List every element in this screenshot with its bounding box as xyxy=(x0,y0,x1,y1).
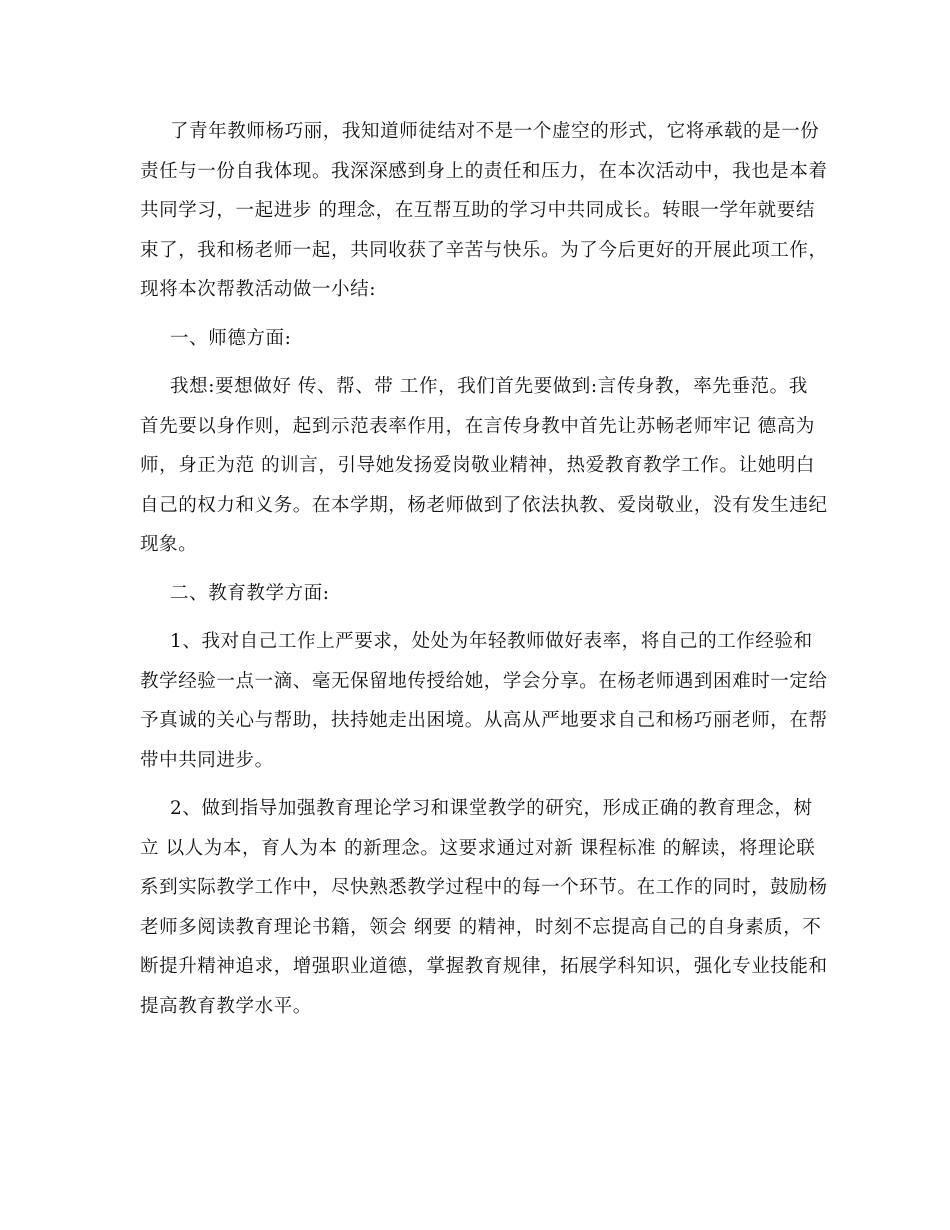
text-line: 束了，我和杨老师一起，共同收获了辛苦与快乐。为了今后更好的开展此项工作， xyxy=(140,239,828,261)
text-line: 自己的权力和义务。在本学期，杨老师做到了依法执教、爱岗敬业，没有发生违纪 xyxy=(140,494,828,516)
text-line: 教学经验一点一滴、毫无保留地传授给她，学会分享。在杨老师遇到困难时一定给 xyxy=(140,670,828,692)
text-line: 予真诚的关心与帮助，扶持她走出困境。从高从严地要求自己和杨巧丽老师，在帮 xyxy=(140,710,828,731)
section-heading-teaching xyxy=(140,574,812,614)
text-line: 共同学习，一起进步 的理念，在互帮互助的学习中共同成长。转眼一学年就要结 xyxy=(140,200,815,221)
text-line: 系到实际教学工作中，尽快熟悉教学过程中的每一个环节。在工作的同时，鼓励杨 xyxy=(140,877,828,898)
paragraph-intro xyxy=(140,112,828,310)
heading-text: 一、师德方面: xyxy=(170,327,292,349)
text-line: 断提升精神追求，增强职业道德，掌握教育规律，拓展学科知识，强化专业技能和 xyxy=(140,956,828,977)
text-line: 师，身正为范 的训言，引导她发扬爱岗敬业精神，热爱教育教学工作。让她明白 xyxy=(140,455,815,476)
text-line: 我想:要想做好 传、帮、带 工作，我们首先要做到:言传身教，率先垂范。我 xyxy=(170,376,808,397)
text-line: 首先要以身作则，起到示范表率作用，在言传身教中首先让苏畅老师牢记 德高为 xyxy=(140,415,815,437)
text-line: 老师多阅读教育理论书籍，领会 纲要 的精神，时刻不忘提高自己的自身素质，不 xyxy=(140,916,822,938)
text-line: 责任与一份自我体现。我深深感到身上的责任和压力，在本次活动中，我也是本着 xyxy=(140,160,828,182)
section-heading-teacher-ethics xyxy=(140,319,812,359)
heading-text: 二、教育教学方面: xyxy=(170,582,330,604)
text-line: 现将本次帮教活动做一小结: xyxy=(140,279,377,300)
paragraph-teacher-ethics xyxy=(140,367,828,565)
text-line: 立 以人为本，育人为本 的新理念。这要求通过对新 课程标准 的解读，将理论联 xyxy=(140,837,816,859)
paragraph-teaching-item-1 xyxy=(140,622,828,780)
text-line: 现象。 xyxy=(140,534,198,555)
paragraph-teaching-item-2 xyxy=(140,789,828,1026)
document-page xyxy=(140,112,828,1035)
text-line: 带中共同进步。 xyxy=(140,749,274,771)
text-line: 了青年教师杨巧丽，我知道师徒结对不是一个虚空的形式，它将承载的是一份 xyxy=(170,121,820,142)
text-line: 提高教育教学水平。 xyxy=(140,995,312,1017)
text-line: 2、做到指导加强教育理论学习和课堂教学的研究，形成正确的教育理念，树 xyxy=(170,798,813,819)
text-line: 1、我对自己工作上严要求，处处为年轻教师做好表率，将自己的工作经验和 xyxy=(170,631,813,652)
